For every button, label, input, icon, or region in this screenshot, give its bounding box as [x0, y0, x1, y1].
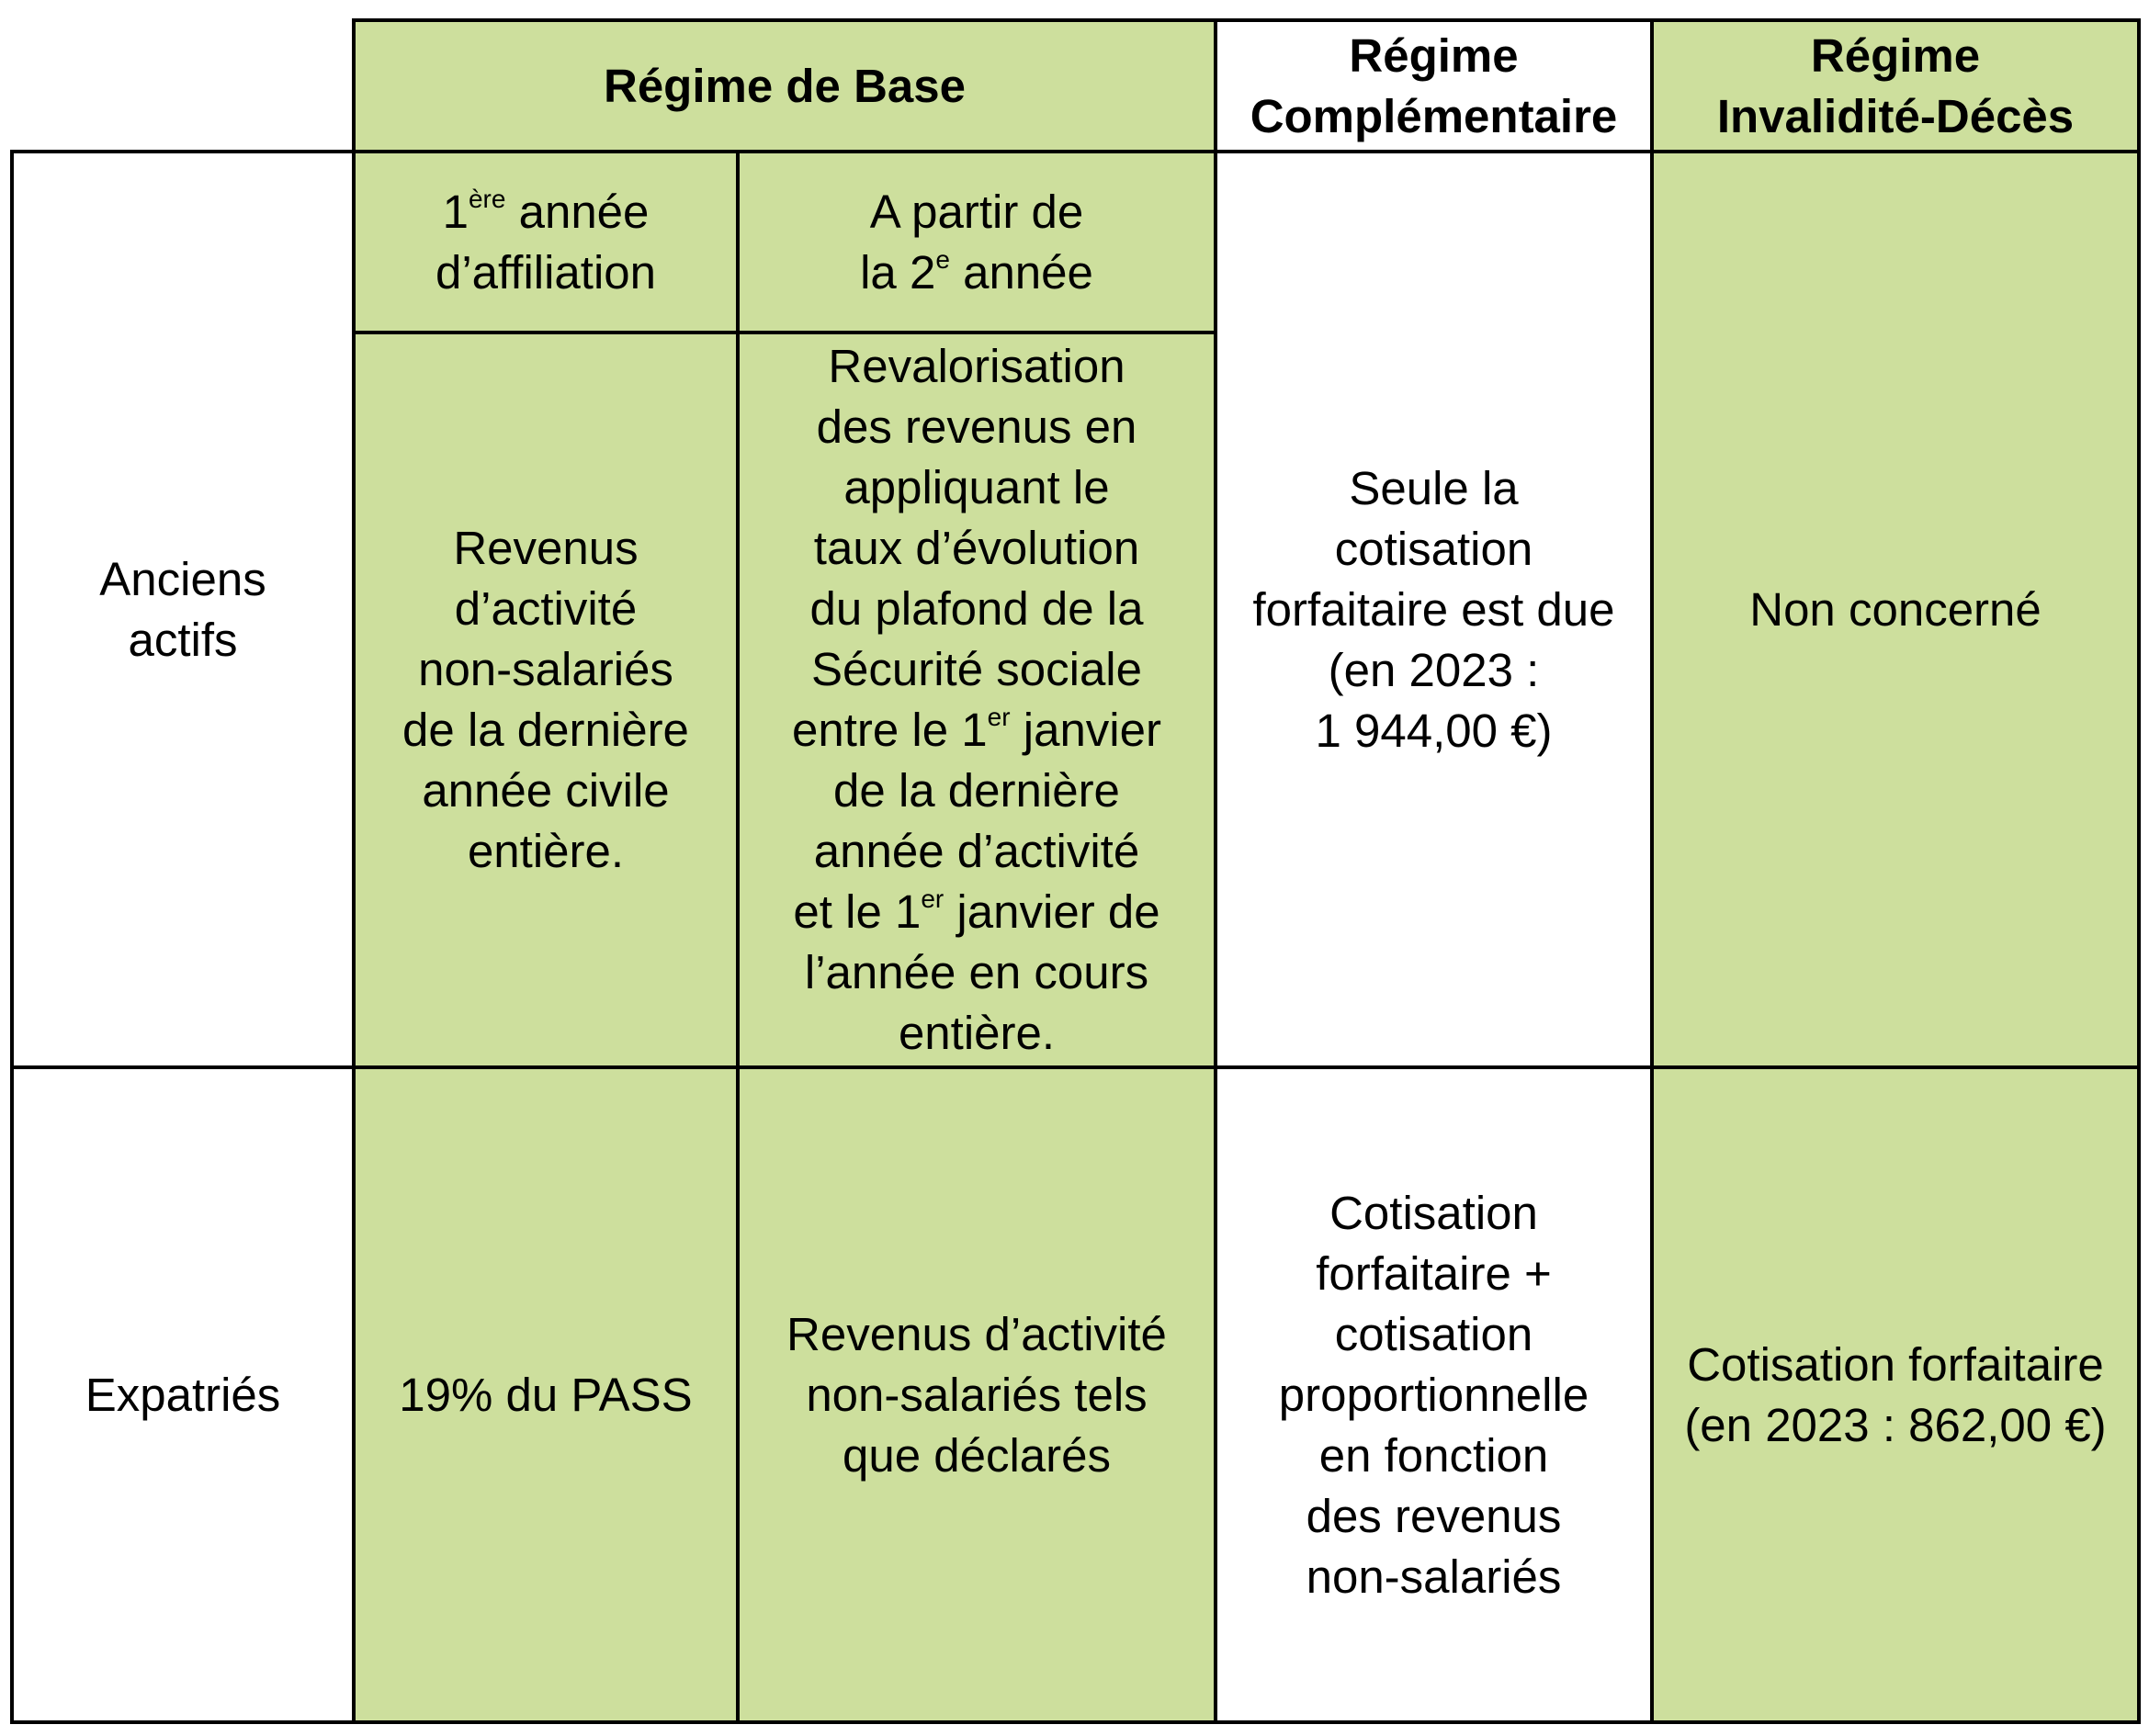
anciens-first-year-line: entière.	[467, 825, 625, 877]
grid-line-base-right	[1214, 18, 1217, 1724]
anciens-second-year-line: Revalorisation	[828, 340, 1125, 392]
header-regime-invalidite-line1: Régime	[1810, 28, 1981, 82]
row-label-anciens-actifs	[12, 152, 354, 1067]
anciens-actifs-base-second-year	[738, 333, 1216, 1067]
anciens-first-year-line: de la dernière	[402, 704, 689, 756]
subheader-from-second-year	[738, 152, 1216, 333]
expatries-first-year-text: 19% du PASS	[399, 1368, 693, 1421]
expatries-complementaire	[1216, 1067, 1652, 1722]
anciens-second-year-line: appliquant le	[843, 461, 1110, 513]
header-regime-complementaire-line2: Complémentaire	[1250, 89, 1618, 142]
header-regime-invalidite-line2: Invalidité-Décès	[1716, 89, 2075, 142]
anciens-complementaire-line: cotisation	[1334, 522, 1533, 575]
expatries-complementaire-line: Cotisation	[1329, 1186, 1538, 1239]
expatries-complementaire-line: cotisation	[1334, 1307, 1533, 1360]
anciens-second-year-line: Sécurité sociale	[810, 643, 1142, 695]
anciens-second-year-line: entière.	[898, 1007, 1056, 1059]
grid-line-row-divider	[10, 1065, 2141, 1069]
anciens-first-year-line: Revenus	[453, 522, 639, 574]
anciens-second-year-line: et le 1er janvier de	[793, 885, 1160, 938]
expatries-complementaire-line: non-salariés	[1306, 1550, 1562, 1603]
row-label-expatries-text: Expatriés	[85, 1368, 281, 1421]
grid-line-header-bottom	[10, 150, 2141, 153]
anciens-first-year-line: d’activité	[454, 582, 638, 635]
anciens-actifs-invalidite	[1652, 152, 2139, 1067]
grid-line-subheader-bottom	[352, 331, 1217, 334]
anciens-invalidite-text: Non concerné	[1749, 582, 2042, 636]
expatries-invalidite	[1652, 1067, 2139, 1722]
expatries-base-first-year	[354, 1067, 738, 1722]
header-regime-base	[354, 20, 1216, 152]
expatries-complementaire-line: en fonction	[1318, 1428, 1549, 1482]
anciens-actifs-complementaire	[1216, 152, 1652, 1067]
grid-line-base-split	[736, 150, 740, 1724]
header-regime-invalidite	[1652, 20, 2139, 152]
subheader-second-year-line1: A partir de	[869, 185, 1084, 238]
anciens-second-year-line: taux d’évolution	[813, 522, 1140, 574]
anciens-second-year-line: de la dernière	[833, 764, 1120, 817]
anciens-complementaire-line: (en 2023 :	[1328, 643, 1540, 696]
subheader-first-year	[354, 152, 738, 333]
anciens-first-year-line: non-salariés	[418, 643, 673, 695]
anciens-actifs-base-first-year	[354, 333, 738, 1067]
anciens-first-year-line: année civile	[422, 764, 670, 817]
anciens-complementaire-line: Seule la	[1349, 461, 1519, 514]
subheader-first-year-line1: 1ère année	[442, 184, 650, 238]
anciens-second-year-line: l’année en cours	[804, 946, 1149, 998]
grid-line-right	[2137, 18, 2141, 1724]
grid-line-left	[10, 150, 14, 1724]
expatries-invalidite-line: (en 2023 : 862,00 €)	[1684, 1398, 2107, 1451]
grid-line-bottom	[10, 1720, 2141, 1724]
expatries-invalidite-line: Cotisation forfaitaire	[1687, 1337, 2104, 1391]
subheader-second-year-line2: la 2e année	[860, 244, 1093, 299]
expatries-second-year-line: que déclarés	[842, 1428, 1111, 1482]
anciens-complementaire-line: 1 944,00 €)	[1315, 704, 1553, 757]
expatries-complementaire-line: proportionnelle	[1278, 1368, 1589, 1421]
header-regime-complementaire	[1216, 20, 1652, 152]
expatries-second-year-line: Revenus d’activité	[786, 1307, 1167, 1360]
subheader-first-year-line2: d’affiliation	[435, 245, 657, 299]
grid-line-top	[352, 18, 2141, 22]
row-label-anciens-actifs-line1: Anciens	[99, 552, 266, 605]
anciens-second-year-line: année d’activité	[813, 825, 1140, 877]
row-label-anciens-actifs-line2: actifs	[128, 613, 238, 666]
header-regime-base-label: Régime de Base	[603, 59, 966, 112]
expatries-base-second-year	[738, 1067, 1216, 1722]
anciens-second-year-line: entre le 1er janvier	[792, 703, 1161, 756]
row-label-expatries	[12, 1067, 354, 1722]
expatries-complementaire-line: forfaitaire +	[1316, 1246, 1552, 1300]
anciens-second-year-line: des revenus en	[816, 400, 1137, 453]
grid-line-complementaire-right	[1650, 18, 1654, 1724]
grid-line-label-right	[352, 18, 356, 1724]
header-regime-complementaire-line1: Régime	[1349, 28, 1519, 82]
anciens-second-year-line: du plafond de la	[809, 582, 1144, 635]
expatries-complementaire-line: des revenus	[1306, 1489, 1562, 1542]
anciens-complementaire-line: forfaitaire est due	[1252, 582, 1615, 636]
expatries-second-year-line: non-salariés tels	[806, 1368, 1148, 1421]
